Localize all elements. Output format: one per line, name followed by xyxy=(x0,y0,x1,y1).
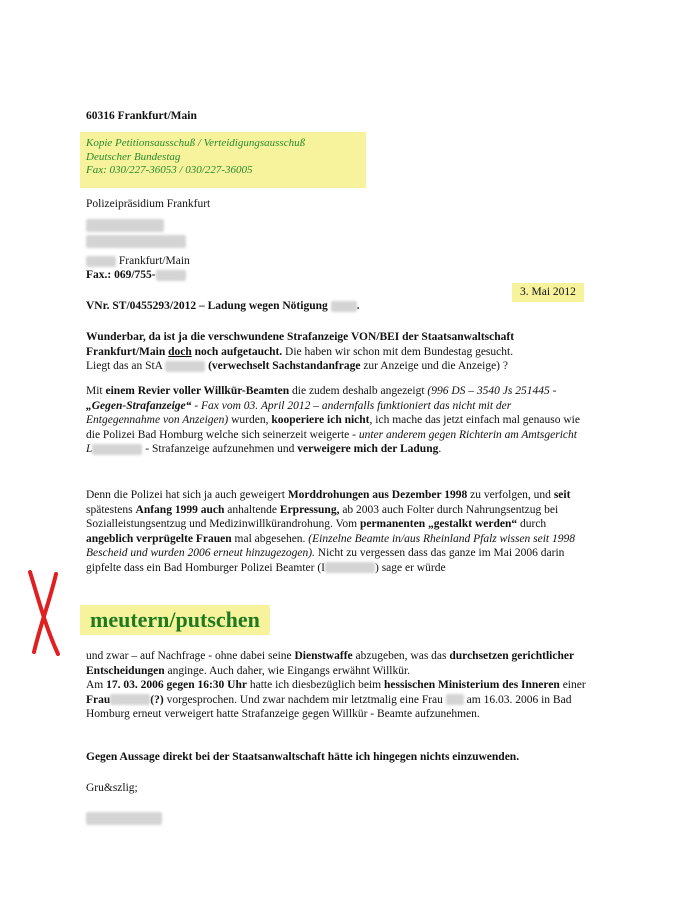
redacted-block xyxy=(86,235,186,248)
red-x-mark xyxy=(26,570,62,656)
paragraph-4: und zwar – auf Nachfrage - ohne dabei seine Dienstwaffe abzugeben, was das durchsetzen gerichtlicher Entscheidungen anginge. Auch daher, wie Eingangs erwähnt Willkür. Am 17. 03. 2006 gegen 16:30 Uhr hatte ich diesbezüglich beim hessischen Ministerium des Inneren einer Frau (?) vorgesprochen. Und zwar nachdem mir letztmalig eine Frau am 16.03. 2006 in Bad Homburg erneut verweigert hatte Strafanzeige gegen Willkür - Beamte aufzunehmen. xyxy=(86,650,586,720)
redacted-block xyxy=(86,219,164,232)
recipient-city-line: Frankfurt/Main xyxy=(86,254,190,269)
copy-line-1: Kopie Petitionsausschuß / Verteidigungsausschuß xyxy=(86,137,306,149)
redacted-block xyxy=(446,694,464,705)
recipient-fax: Fax.: 069/755- xyxy=(86,268,186,283)
redacted-block xyxy=(92,444,142,455)
sender-address: 60316 Frankfurt/Main xyxy=(86,110,197,122)
copy-line-3: Fax: 030/227-36053 / 030/227-36005 xyxy=(86,164,253,176)
letter-date: 3. Mai 2012 xyxy=(512,283,584,302)
redacted-block xyxy=(325,562,375,573)
paragraph-2: Mit einem Revier voller Willkür-Beamten die zudem deshalb angezeigt (996 DS – 3540 Js 251445 - „Gegen-Strafanzeige“ - Fax vom 03. April 2012 – andernfalls funktioniert das nicht mit der Entgegennahme von Anzeigen) wurden, kooperiere ich nicht, ich mache das jetzt einfach mal genauso wie die Polizei Bad Homburg welche sich seinerzeit weigerte - unter anderem gegen Richterin am Amtsgericht L - Strafanzeige aufzunehmen und verweigere mich der Ladung. xyxy=(86,385,580,455)
redacted-signature xyxy=(86,812,162,825)
redacted-block xyxy=(86,256,116,267)
copy-line-2: Deutscher Bundestag xyxy=(86,150,181,163)
subject-line: VNr. ST/0455293/2012 – Ladung wegen Nötigung . xyxy=(86,300,360,312)
redacted-block xyxy=(110,694,150,705)
paragraph-3: Denn die Polizei hat sich ja auch geweigert Morddrohungen aus Dezember 1998 zu verfolgen, und seit spätestens Anfang 1999 auch anhaltende Erpressung, ab 2003 auch Folter durch Nahrungsentzug bei Sozialleistungsentzug und Medizinwillkürandrohung. Vom permanenten „gestalkt werden“ durch angeblich verprügelte Frauen mal abgesehen. (Einzelne Beamte in/aus Rheinland Pfalz wissen seit 1998 Bescheid und wurden 2006 erneut hinzugezogen). Nicht zu vergessen dass das ganze im Mai 2006 darin gipfelte dass ein Bad Homburger Polizei Beamter (I ) sage er würde xyxy=(86,489,575,574)
redacted-block xyxy=(165,361,205,372)
closing-statement: Gegen Aussage direkt bei der Staatsanwaltschaft hätte ich hingegen nichts einzuwenden. xyxy=(86,751,520,763)
redacted-block xyxy=(156,270,186,281)
recipient-name: Polizeipräsidium Frankfurt xyxy=(86,198,211,210)
redacted-block xyxy=(331,301,357,312)
copy-recipients-box xyxy=(80,132,366,188)
highlighted-phrase: meutern/putschen xyxy=(80,605,270,635)
greeting: Gru&szlig; xyxy=(86,782,138,794)
paragraph-1: Wunderbar, da ist ja die verschwundene Strafanzeige VON/BEI der Staatsanwaltschaft Frankfurt/Main doch noch aufgetaucht. Die haben wir schon mit dem Bundestag gesucht. Liegt das an StA (verwechselt Sachstandanfrage zur Anzeige und die Anzeige) ? xyxy=(86,331,515,372)
